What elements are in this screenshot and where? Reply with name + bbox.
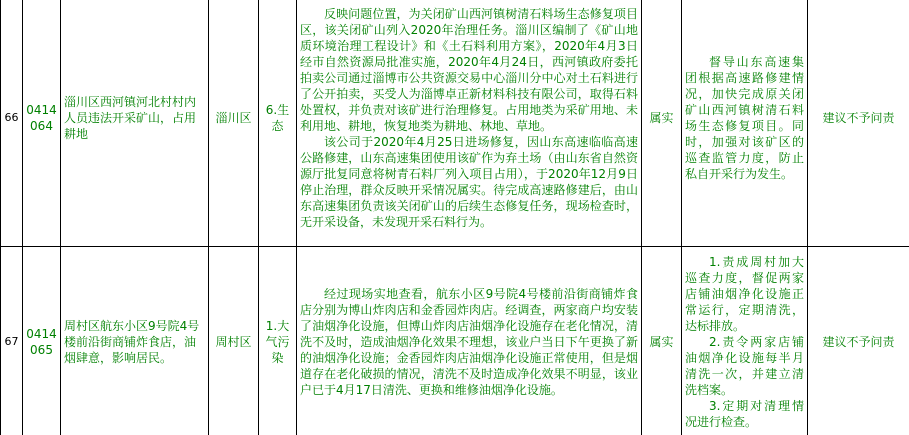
findings-paragraph: 经过现场实地查看，航东小区9号院4号楼前沿街商铺炸食店分别为博山炸肉店和金香园炸肉店。经调查，两家商户均安装了油烟净化设施，但博山炸肉店油烟净化设施存在老化情况，清洗不及时，造成油烟净化效果不理想，该业户当日下午更换了新的油烟净化设施；金香园炸肉店油烟净化设施正常使用，但是烟道存在老化破损的情况，清洗不及时造成净化效果不明显，该业户已于4月17日清洗、更换和维修油烟净化设施。 — [300, 286, 638, 397]
case-code-cell[interactable]: 0414065 — [23, 247, 61, 435]
district-cell[interactable]: 周村区 — [209, 247, 259, 435]
table-row — [1, 247, 909, 435]
accountability-cell[interactable]: 建议不予问责 — [808, 0, 909, 247]
verdict-cell[interactable]: 属实 — [642, 0, 682, 247]
category-cell[interactable]: 6.生态 — [259, 0, 297, 247]
issue-cell[interactable]: 淄川区西河镇河北村村内人员违法开采矿山，占用耕地 — [61, 0, 209, 247]
row-number-cell[interactable]: 67 — [1, 247, 23, 435]
case-code-cell[interactable]: 0414064 — [23, 0, 61, 247]
action-paragraph: 1.责成周村加大巡查力度，督促两家店铺油烟净化设施正常运行，定期清洗，达标排放。 — [685, 254, 804, 333]
findings-paragraph: 该公司于2020年4月25日进场修复，因山东高速临临高速公路修建，山东高速集团使用该矿作为弃土场（由山东省自然资源厅批复同意将树青石料厂列入项目占用），于2020年12月9日停止治理，群众反映开采情况属实。待完成高速路修建后，由山东高速集团负责该关闭矿山的后续生态修复任务，现场检查时，无开采设备，未发现开采石料行为。 — [300, 134, 638, 229]
category-cell[interactable]: 1.大气污染 — [259, 247, 297, 435]
findings-cell[interactable] — [297, 0, 642, 247]
row-number-cell[interactable]: 66 — [1, 0, 23, 247]
findings-paragraph: 反映问题位置，为关闭矿山西河镇树清石料场生态修复项目区，该关闭矿山列入2020年治理任务。淄川区编制了《矿山地质环境治理工程设计》和《土石料利用方案》，2020年4月3日经市自然资源局批准实施，2020年4月24日，西河镇政府委托拍卖公司通过淄博市公共资源交易中心淄川分中心对土石料进行了公开拍卖，买受人为淄博卓正新材料科技有限公司，取得石料处置权，并负责对该矿进行治理修复。占用地类为采矿用地、未利用地、耕地，恢复地类为耕地、林地、草地。 — [300, 6, 638, 133]
accountability-cell[interactable]: 建议不予问责 — [808, 247, 909, 435]
action-paragraph: 督导山东高速集团根据高速路修建情况，加快完成原关闭矿山西河镇树清石料场生态修复项目。同时，加强对该矿区的巡查监管力度，防止私自开采行为发生。 — [685, 54, 804, 181]
table-row — [1, 0, 909, 247]
action-paragraph: 3.定期对清理情况进行检查。 — [685, 398, 804, 429]
actions-cell[interactable] — [682, 0, 808, 247]
findings-cell[interactable] — [297, 247, 642, 435]
action-paragraph: 2.责令两家店铺油烟净化设施每半月清洗一次，并建立清洗档案。 — [685, 334, 804, 397]
issue-cell[interactable]: 周村区航东小区9号院4号楼前沿街商铺炸食店，油烟肆意，影响居民。 — [61, 247, 209, 435]
actions-cell[interactable] — [682, 247, 808, 435]
verdict-cell[interactable]: 属实 — [642, 247, 682, 435]
district-cell[interactable]: 淄川区 — [209, 0, 259, 247]
